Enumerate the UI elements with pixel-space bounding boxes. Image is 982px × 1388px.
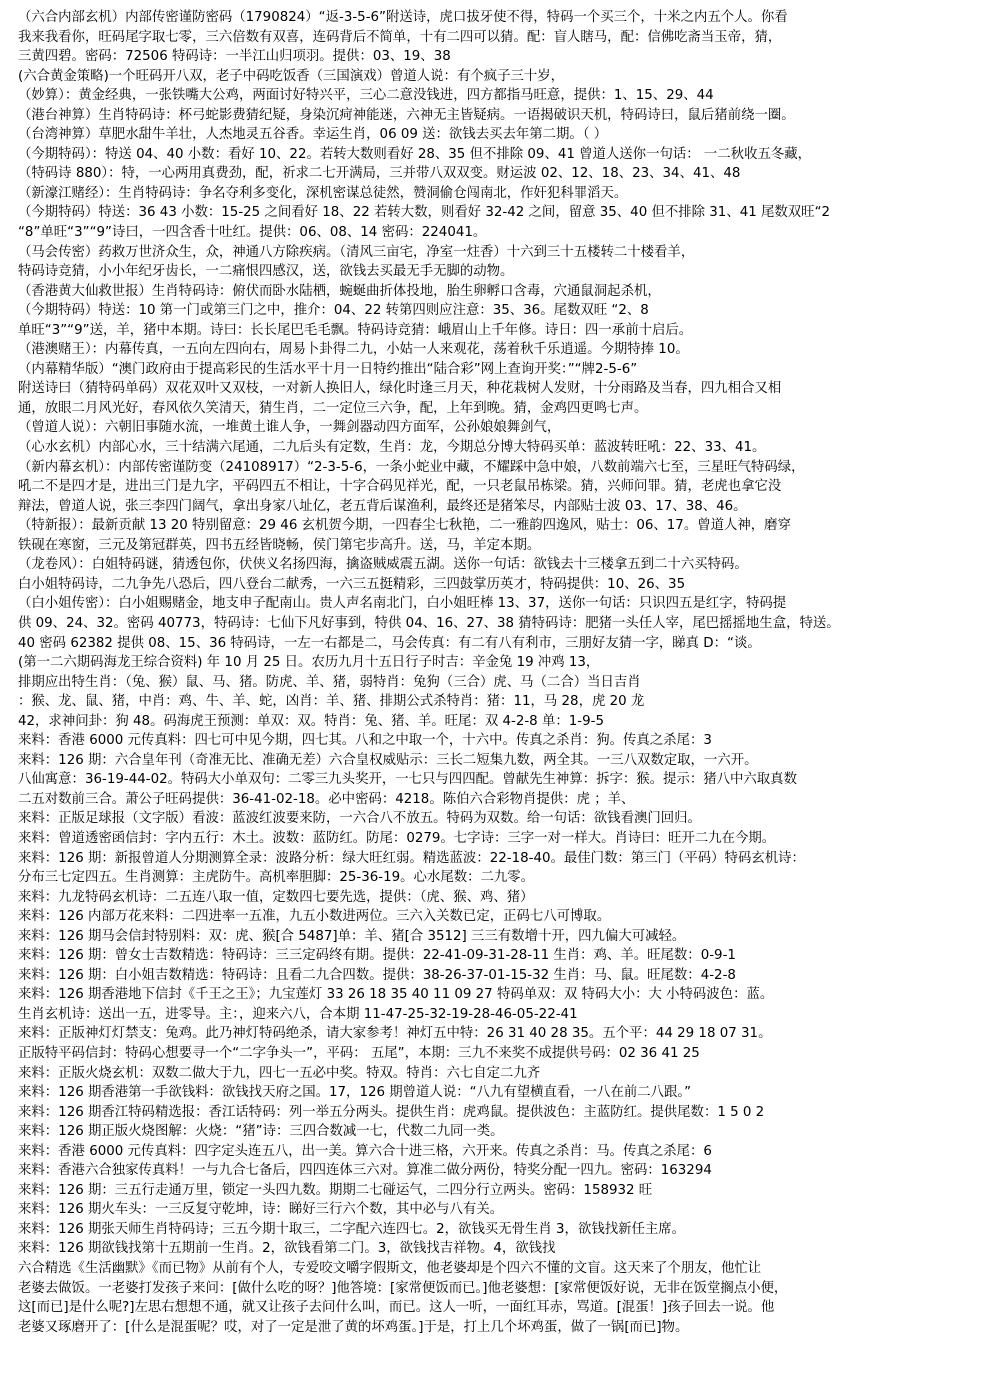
text-line: （特码诗 880）：特，一心两用真费劲，配，祈求二七开满局，三并带八双双变。财运波 02、12、18、23、34、41、48 [18, 166, 741, 182]
text-line: 排期应出特生肖：（兔、猴）鼠、马、猪。防虎、羊、猪，弱特肖：兔狗（三合）虎、马（二合）当日吉肖 [18, 674, 641, 690]
text-line: 来料：香港 6000 元传真料：四字定头连五八，出一美。算六合十进三格，六开来。传真之杀肖：马。传真之杀尾：6 [18, 1143, 712, 1159]
text-line: 来料：126 期：白小姐吉数精选：特码诗：且看二九合四数。提供：38-26-37-01-15-32 生肖：马、鼠。旺尾数：4-2-8 [18, 967, 736, 983]
text-line: （曾道人说）：六朝旧事随水流，一堆黄土谁人争，一舞剑器动四方面军，公孙娘娘舞剑气， [18, 420, 561, 436]
text-line: 来料：香港六合独家传真料！一与九合七备后，四四连体三六对。算准二做分两份，特奖分配一四九。密码：163294 [18, 1163, 712, 1179]
text-line: （妙算）：黄金经典，一张铁嘴大公鸡，两面讨好特兴平，三心二意没钱进，四方都指马旺意，提供：1、15、29、44 [18, 88, 714, 104]
text-line: 供 09、24、32。密码 40773，特码诗：七仙下凡好事到，特供 04、16、27、38 猜特码诗：肥猪一头任人宰，尾巴摇摇地生盒，特送。 [18, 615, 840, 631]
text-line: （新内幕玄机）：内部传密谨防变（24108917）“2-3-5-6，一条小蛇业中藏，不耀踩中急中娘，八数前端六七至，三星旺气特码绿， [18, 459, 805, 475]
text-line: 来料：126 期香港第一手欲钱料：欲钱找天府之国。17，126 期曾道人说：“八九有望横直看，一八在前二八跟。” [18, 1085, 692, 1101]
text-line: 来料：九龙特码玄机诗：二五连八取一值，定数四七要先选，提供：（虎、猴、鸡、猪） [18, 889, 534, 905]
text-line: 来料：126 期香港地下信封《千王之王》；九宝莲灯 33 26 18 35 40 11 09 27 特码单双：双 特码大小：大 小特码波色：蓝。 [18, 987, 774, 1003]
text-line: （今期特码）特送：10 第一门或第三门之中，推介：04、22 转第四则应注意：35、36。尾数双旺 “2、8 [18, 303, 649, 319]
text-line: （今期特码）：特送 04、40 小数：看好 10、22。若转大数则看好 28、35 但不排除 09、41 曾道人送你一句话： 一二秋收五冬藏， [18, 146, 812, 162]
text-line: 来料：正版足球报（文字版）看波：蓝波红波要来防，一六合八不放五。特码为双数。给一句话：欲钱看澳门回归。 [18, 811, 701, 827]
text-line: (六合黄金策略)一个旺码开八双，老子中码吃饭香（三国演戏）曾道人说：有个疯子三十岁， [18, 68, 565, 84]
text-line: 正版特平码信封：特码心想要寻一个“二字争头一”，平码： 五尾”，本期：三九不来奖不成提供号码：02 36 41 25 [18, 1045, 700, 1061]
text-line: 来料：126 内部万花来料：二四进率一五准，九五小数进两位。三六入关数已定，正码七八可博取。 [18, 909, 611, 925]
text-line: “8”单旺“3”“9”诗曰，一四含香十吐红。提供：06、08、14 密码：224041。 [18, 225, 487, 241]
section-heading: (第一二六期码海龙王综合资料) 年 10 月 25 日。农历九月十五日行子时吉：辛金兔 19 冲鸡 13， [18, 655, 600, 671]
text-line: 来料：正版火烧玄机：双数二做大于九，四七一五必中奖。特双。特肖：六七自定二九齐 [18, 1065, 541, 1081]
text-line: （特新报）：最新贡献 13 20 特别留意：29 46 玄机贺今期，一四春尘七秋艳，二一雅韵四逸风，贴士：06、17。曾道人神，磨穿 [18, 518, 791, 534]
text-line: 这[而已]是什么呢?]左思右想想不通，就又让孩子去问什么叫，而已。这人一听，一面红耳赤，骂道。[混蛋！]孩子回去一说。他 [18, 1300, 775, 1316]
text-line: （心水玄机）内部心水，三十结满六尾通，二九后头有定数，生肖：龙，今期总分博大特码买单：蓝波转旺吼：22、33、41。 [18, 440, 766, 456]
text-line: 辩法，曾道人说，张三李四门阔气，拿出身家八址亿，老五背后谋渔利，最终还是猪笨尽，内部贴士波 03、17、38、46。 [18, 498, 747, 514]
text-line: 来料：126 期火车头：一三反复守乾坤，诗：睇好三行六个数，其中必与八有关。 [18, 1202, 504, 1218]
text-line: 来料：126 期欲钱找第十五期前一生肖。2，欲钱看第二门。3，欲钱找吉祥物。4，欲钱找 [18, 1241, 556, 1257]
text-line: 来料：香港 6000 元传真料：四七可中见今期，四七其。八和之中取一个，十六中。传真之杀肖：狗。传真之杀尾：3 [18, 733, 712, 749]
text-line [18, 1357, 968, 1377]
text-line: 白小姐特码诗，二九争先八恐后，四八登台二献秀，一六三五挺精彩，三四鼓掌历英才，特码提供：10、26、35 [18, 576, 686, 592]
text-line: 来料：126 期正版火烧图解：火烧：“猪”诗：三四合数减一七，代数二九同一类。 [18, 1124, 504, 1140]
text-line: 二五对数前三合。萧公子旺码提供：36-41-02-18。必中密码：4218。陈伯六合彩物肖提供：虎 ；羊、 [18, 791, 635, 807]
text-line: 来料：126 期香江特码精选报：香江话特码：列一举五分两头。提供生肖：虎鸡鼠。提供波色：主蓝防红。提供尾数：1 5 0 2 [18, 1104, 765, 1120]
text-line: 来料：曾道透密函信封：字内五行：木土。波数：蓝防红。防尾：0279。七字诗：三字一对一样大。肖诗曰：旺开二九在今期。 [18, 830, 776, 846]
text-line: 来料：126 期马会信封特别料：双：虎、猴[合 5487]单：羊、猪[合 3512] 三三有数增十开，四九偏大可减轻。 [18, 928, 686, 944]
text-line: 八仙寓意：36-19-44-02。特码大小单双句：二零三九头奖开，一七只与四四配。曾献先生神算：拆字：猴。提示：猪八中六取真数 [18, 772, 797, 788]
text-line: 42，求神问卦：狗 48。码海虎王预测：单双：双。特肖：兔、猪、羊。旺尾：双 4-2-8 单：1-9-5 [18, 713, 604, 729]
text-line: 吼二不是四才是，进出三门是九字，平码四五不相让，十字合码见祥光，配，一只老鼠吊栋梁。猜，兴师问罪。猜，老虎也拿它没 [18, 479, 782, 495]
text-line: （白小姐传密）：白小姐赐赌金，地支申子配南山。贵人声名南北门，白小姐旺棒 13、37，送你一句话：只识四五是红字，特码提 [18, 596, 787, 612]
text-line: 铁砚在寒窗，三元及第冠群英，四书五经皆晓畅，侯门第宅步高升。送，马，羊定本期。 [18, 537, 541, 553]
text-line: 六合精选《生活幽默》《而已物》从前有个人，专爱咬文嚼字假斯文，他老婆却是个四六不懂的文盲。这天来了个朋友，他忙让 [18, 1261, 762, 1276]
text-line: （新濠江赌经）：生肖特码诗：争名夺利多变化，深机密谋总徒然，赞洞偷仓闯南北，作奸犯科罪滔天。 [18, 185, 628, 201]
text-line: 来料：126 期：六合皇年刊（奇准无比、准确无差）六合皇权威贴示：三长二短集九数，两全其。一三八双数定取，一六开。 [18, 752, 758, 768]
text-line: 来料：126 期：曾女士吉数精选：特码诗：三三定码终有期。提供：22-41-09-31-28-11 生肖：鸡、羊。旺尾数：0-9-1 [18, 948, 736, 964]
text-line: 附送诗曰（猜特码单码）双花双叶又双枝，一对新人换旧人，绿化时逢三月天，种花栽树人发财，十分雨路及当春，四九相合又相 [18, 381, 782, 397]
text-line: 分布三七定四五。生肖测算：主虎防牛。高机率胆脚：25-36-19。心水尾数：二九零。 [18, 870, 535, 886]
text-line: 通，放眼二月风光好，春风依久笑清天，猜生肖，二一定位三六争，配，上年到晚。猜，金鸡四更鸣七声。 [18, 400, 648, 416]
text-line: （香港黄大仙救世报）生肖特码诗：俯伏而卧水陆栖，蜿蜒曲折体投地，胎生卵孵口含毒，穴通鼠洞起杀机， [18, 283, 661, 299]
text-line: 来料：126 期：三五行走通万里，锁定一头四九数。期期二七碰运气，二四分行立两头。密码：158932 旺 [18, 1182, 653, 1198]
text-line: 老婆去做饭。一老婆打发孩子来问：[做什么吃的呀？]他答境：[家常便饭而已。]他老婆想：[家常便饭好说，无非在饭堂搁点小便， [18, 1280, 788, 1296]
text-line: 40 密码 62382 提供 08、15、36 特码诗，一左一右都是二，马会传真：有二有八有利市，三朋好友猜一字，睇真 D：“谈。 [18, 635, 761, 651]
text-line: ：猴、龙、鼠、猪，中肖：鸡、牛、羊、蛇，凶肖：羊、猪、排期公式杀特肖：猪：11，马 28，虎 20 龙 [18, 694, 645, 710]
text-line: （今期特码）特送：36 43 小数：15-25 之间看好 18、22 若转大数，则看好 32-42 之间，留意 35、40 但不排除 31、41 尾数双旺“2 [18, 205, 831, 221]
text-line: 生肖玄机诗：送出一五，进零导。主：，迎来六八，合本期 11-47-25-32-19-28-46-05-22-41 [18, 1006, 578, 1022]
text-line: 来料：126 期：新报曾道人分期测算全录：波路分析：绿大旺红弱。精选蓝波：22-18-40。最佳门数：第三门（平码）特码玄机诗： [18, 850, 805, 866]
text-line: （台湾神算）草肥水甜牛羊壮，人杰地灵五谷香。幸运生肖，06 09 送：欲钱去买去年第二期。（ ） [18, 127, 608, 143]
text-line: （马会传密）药救万世济众生，众，神通八方除疾病。（清风三亩宅，净室一炷香）十六到三十五楼转二十楼看羊， [18, 244, 695, 260]
text-line: 来料：正版神灯灯禁支：兔鸡。此乃神灯特码绝杀，请大家参考！神灯五中特：26 31 40 28 35。五个平：44 29 18 07 31。 [18, 1026, 772, 1042]
text-line: 三黄四碧。密码：72506 特码诗：一半江山归项羽。提供：03、19、38 [18, 49, 451, 65]
text-line: 老婆又琢磨开了：[什么是混蛋呢？哎，对了一定是泄了黄的坏鸡蛋。]于是，打上几个坏鸡蛋，做了一锅[而已]物。 [18, 1319, 689, 1335]
text-line: （港澳赌王）：内幕传真，一五向左四向右，周易卜卦得二九，小姑一人来观花，荡着秋千乐逍遥。今期特捧 10。 [18, 342, 689, 358]
text-line [18, 1337, 968, 1357]
text-line: （内幕精华版）“澳门政府由于提高彩民的生活水平十月一日特约推出“陆合彩”网上查询开奖：”“牌2-5-6” [18, 361, 638, 377]
text-line: （港台神算）生肖特码诗：杯弓蛇影费猜纪疑，身染沉疴神能迷，六神无主皆疑病。一语揭破识天机，特码诗曰，鼠后猪前绕一圈。 [18, 107, 795, 123]
text-line: （龙卷风）：白姐特码谜，猜透包你，伏侠义名扬四海，擒盗贼威震五湖。送你一句话：欲钱去十三楼拿五到二十六买特码。 [18, 557, 748, 573]
text-line: 我来我看你，旺码尾字取七零，三六倍数有双喜，连码背后不简单，十有二四可以猜。配：盲人瞎马，配：信佛吃斋当玉帝，猜， [18, 29, 782, 45]
text-line: 特码诗竞猜，小小年纪牙齿长，一二痛恨四感汉，送，欲钱去买最无手无脚的动物。 [18, 264, 514, 280]
text-line: （六合内部玄机）内部传密谨防密码（1790824）“返-3-5-6”附送诗，虎口拔牙使不得，特码一个买三个，十米之内五个人。你看 [18, 10, 788, 25]
text-line: 来料：126 期张天师生肖特码诗；三五今期十取三，二字配六连四七。2，欲钱买无骨生肖 3，欲钱找新任主席。 [18, 1221, 686, 1237]
text-line: 单旺“3”“9”送，羊，猪中本期。诗曰：长长尾巴毛毛飘。特码诗竞猜：峨眉山上千年修。诗日：四一承前十启后。 [18, 322, 693, 338]
